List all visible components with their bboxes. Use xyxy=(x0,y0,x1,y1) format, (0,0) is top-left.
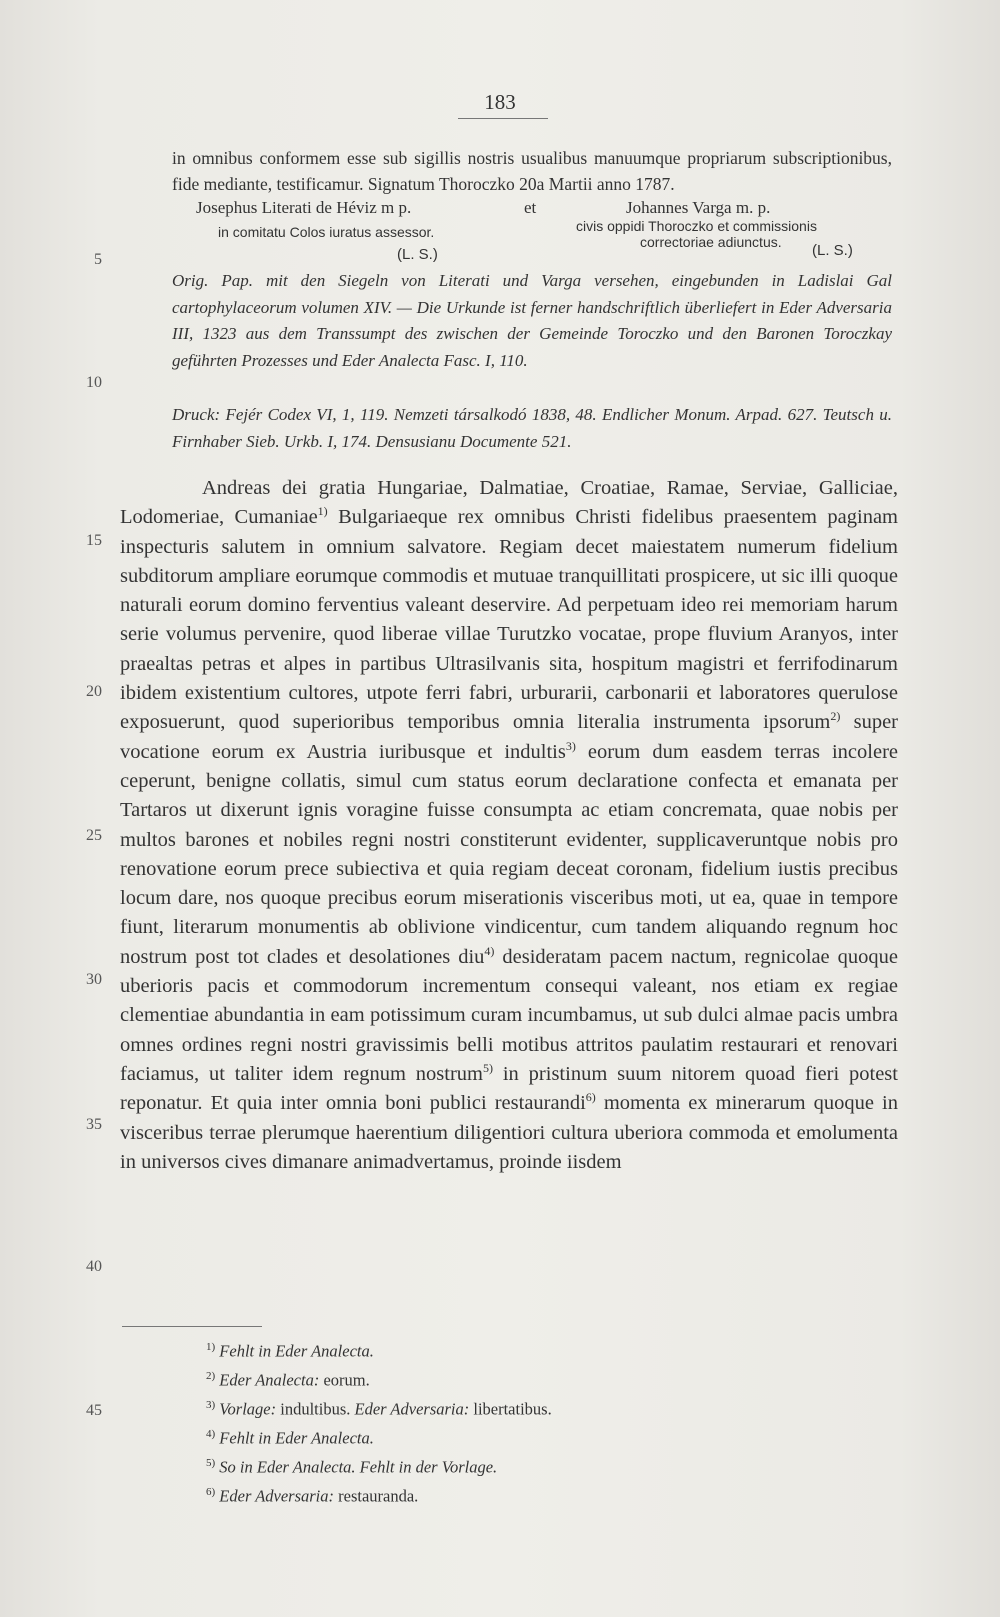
line-number: 5 xyxy=(94,251,102,268)
footnote-mark: 5) xyxy=(206,1457,216,1470)
footnote-mark: 3) xyxy=(206,1399,216,1412)
charter-text-segment: momenta ex minerarum quoque in visceribus terrae plerumque haerentium diligentiori cultura uberiora commoda et emolumenta in universos cives dimanare animadvertamus, proinde iisdem xyxy=(120,1092,899,1173)
line-number: 25 xyxy=(86,827,102,844)
charter-text-segment: Bulgariaeque rex omnibus Christi fidelibus praesentem paginam inspecturis salutem in omnium salvatore. Regiam decet maiestatem numerum fidelium subditorum ampliare eorumque commodis et mutuae tranquillitati prospicere, ut sic illi quoque naturali eorum domino ferventius valeant deservire. Ad perpetuam ideo rei memoriam harum serie volumus pervenire, quod liberae villae Turutzko vocatae, prope fluvium Aranyos, inter praealtas petras et alpes in partibus Ultrasilvanis sita, hospitum magistri et ferrifodinarum ibidem existentium cultores, utpote ferri fabri, urburarii, carbonarii et laboratores querulose exposuerunt, quod superioribus temporibus omnia literalia instrumenta ipsorum xyxy=(120,506,898,734)
footnote-mark: 2) xyxy=(206,1370,216,1383)
line-number: 35 xyxy=(86,1116,102,1133)
footnote xyxy=(206,1451,806,1480)
page-number: 183 xyxy=(484,90,516,114)
footnotes xyxy=(206,1335,806,1510)
line-number: 10 xyxy=(86,374,102,391)
footnote-text: Vorlage: xyxy=(219,1399,277,1419)
signature-right-name: Johannes Varga m. p. xyxy=(626,198,771,217)
footnote-text: indultibus. xyxy=(276,1399,355,1419)
footnote-text: So in Eder Analecta. Fehlt in der Vorlage. xyxy=(219,1457,498,1477)
footnote-ref: 1) xyxy=(317,504,328,519)
archival-notes: Orig. Pap. mit den Siegeln von Literati und Varga versehen, eingebunden in Ladislai Gal cartophylaceorum volumen XIV. — Die Urkunde ist ferner handschriftlich überliefert in Eder Adversaria III, 1323 aus dem Transsumpt des zwischen der Gemeinde Toroczko und den Baronen Toroczkay geführten Prozesses und Eder Analecta Fasc. I, 110. xyxy=(172,271,892,370)
line-number: 45 xyxy=(86,1402,102,1419)
footnote-mark: 4) xyxy=(206,1428,216,1441)
charter-text-segment: super vocatione eorum ex Austria iuribusque et indultis xyxy=(120,711,899,763)
footnote-mark: 1) xyxy=(206,1341,216,1353)
signature-connector: et xyxy=(524,198,537,217)
footnote-ref: 6) xyxy=(585,1090,596,1105)
signature-left-name: Josephus Literati de Héviz m p. xyxy=(196,198,412,217)
charter-text-segment: Andreas dei gratia Hungariae, Dalmatiae, Croatiae, Ramae, Serviae, Galliciae, Lodomeriae, Cumaniae xyxy=(120,477,898,529)
signature-left-role: in comitatu Colos iuratus assessor. xyxy=(218,224,435,240)
charter-text xyxy=(120,474,898,1177)
footnote-mark: 6) xyxy=(206,1486,216,1499)
footnote xyxy=(206,1393,806,1422)
footnote-ref: 3) xyxy=(565,738,576,753)
footnote xyxy=(206,1480,806,1509)
footnote-ref: 2) xyxy=(830,709,841,724)
charter-paragraph xyxy=(120,474,898,1177)
footnote-text: Fehlt in Eder Analecta. xyxy=(219,1428,374,1448)
seal-right: (L. S.) xyxy=(812,242,853,259)
footnote xyxy=(206,1422,806,1451)
footnote xyxy=(206,1335,806,1364)
print-references: Druck: Fejér Codex VI, 1, 119. Nemzeti társalkodó 1838, 48. Endlicher Monum. Arpad. 627. Teutsch u. Firnhaber Sieb. Urkb. I, 174. Densusianu Documente 521. xyxy=(172,405,892,451)
footnote-text: Eder Analecta: xyxy=(219,1370,320,1390)
charter-text-segment: desideratam pacem nactum, regnicolae quoque uberioris pacis et commodorum incrementum consequi valeant, nos etiam ex regiae clementiae abundantia in eam potissimum curam incumbamus, ut sub dulci almae pacis umbra omnes ordines regni nostri gravissimis belli motibus attritos paulatim restaurari et renovari faciamus, ut taliter idem regnum nostrum xyxy=(120,945,898,1085)
footnote-ref: 4) xyxy=(484,943,495,958)
line-number: 40 xyxy=(86,1258,102,1275)
page-number-rule xyxy=(458,118,548,119)
line-number: 20 xyxy=(86,683,102,700)
signature-right-role-2: correctoriae adiunctus. xyxy=(640,234,782,250)
footnote-rule xyxy=(122,1326,262,1327)
footnote-text: eorum. xyxy=(319,1370,370,1390)
footnote xyxy=(206,1364,806,1393)
footnote-text: Eder Adversaria: xyxy=(354,1399,470,1419)
footnote-text: Eder Adversaria: xyxy=(219,1486,335,1506)
signature-right-role-1: civis oppidi Thoroczko et commissionis xyxy=(576,218,817,234)
charter-text-segment: in pristinum suum nitorem quoad fieri potest reponatur. Et quia inter omnia boni publici restaurandi xyxy=(120,1062,898,1115)
footnote-ref: 5) xyxy=(483,1061,493,1076)
charter-text-segment: eorum dum easdem terras incolere ceperunt, benigne collatis, simul cum status eorum declaratione confecta et emanata per Tartaros ut dixerunt ignis voragine fuisse consumpta ac etiam concremata, quae nobis per multos barones et nobiles regni nostri constiterunt evidenter, supplicaveruntque nobis pro renovatione eorum prece subiectiva et quia regiam deceat coronam, fidelium iustis precibus locum dare, nos quoque precibus eorum miserationis visceribus moti, ut ea, quae in tempore fiunt, literarum monumentis ab oblivione vindicentur, cum tandem aliquando regnum hoc nostrum post tot clades et desolationes diu xyxy=(120,740,898,968)
seal-left: (L. S.) xyxy=(397,246,438,263)
footnote-text: libertatibus. xyxy=(469,1399,552,1419)
footnote-text: restauranda. xyxy=(334,1486,419,1506)
line-number: 30 xyxy=(86,971,102,988)
previous-document-ending: in omnibus conformem esse sub sigillis nostris usualibus manuumque propriarum subscriptionibus, fide mediante, testificamur. Signatum Thoroczko 20a Martii anno 1787. xyxy=(172,148,892,194)
line-number: 15 xyxy=(86,532,102,549)
footnote-text: Fehlt in Eder Analecta. xyxy=(219,1341,374,1361)
